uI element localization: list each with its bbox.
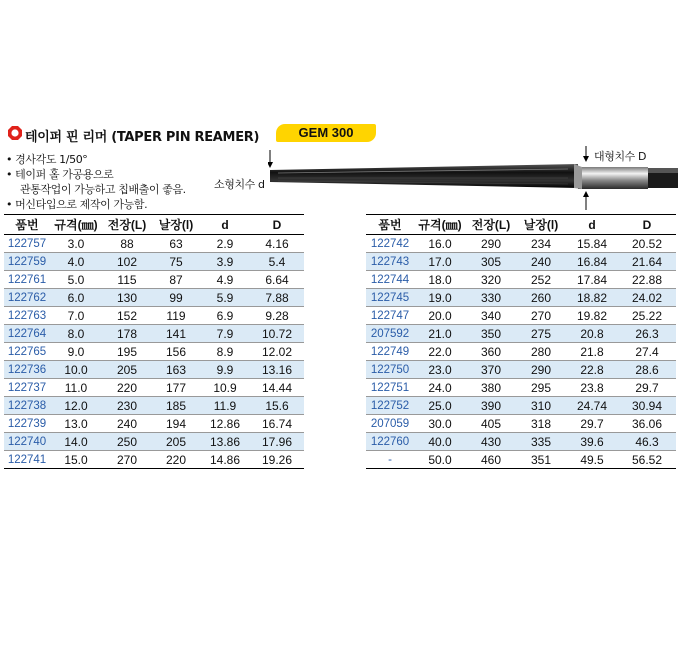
cell-large-diameter: 25.22 xyxy=(618,307,676,325)
cell-large-diameter: 4.16 xyxy=(250,235,304,253)
cell-large-diameter: 6.64 xyxy=(250,271,304,289)
cell-large-diameter: 27.4 xyxy=(618,343,676,361)
table-row xyxy=(366,235,676,253)
cell-part-number: 122747 xyxy=(366,307,414,325)
cell-part-number: 122763 xyxy=(4,307,50,325)
table-row xyxy=(366,415,676,433)
cell-part-number: 122750 xyxy=(366,361,414,379)
cell-small-diameter: 21.8 xyxy=(566,343,618,361)
model-badge: GEM 300 xyxy=(276,124,376,142)
table-row xyxy=(366,451,676,469)
cell-part-number: 122751 xyxy=(366,379,414,397)
cell-overall-length: 290 xyxy=(466,235,516,253)
column-header-large-diameter: D xyxy=(250,215,304,235)
cell-part-number: 122752 xyxy=(366,397,414,415)
cell-size: 19.0 xyxy=(414,289,466,307)
cell-large-diameter: 46.3 xyxy=(618,433,676,451)
table-row xyxy=(366,253,676,271)
table-row xyxy=(4,271,304,289)
cell-small-diameter: 20.8 xyxy=(566,325,618,343)
cell-overall-length: 152 xyxy=(102,307,152,325)
cell-flute-length: 252 xyxy=(516,271,566,289)
cell-small-diameter: 23.8 xyxy=(566,379,618,397)
cell-overall-length: 320 xyxy=(466,271,516,289)
cell-overall-length: 430 xyxy=(466,433,516,451)
cell-flute-length: 335 xyxy=(516,433,566,451)
cell-flute-length: 63 xyxy=(152,235,200,253)
cell-flute-length: 260 xyxy=(516,289,566,307)
table-row xyxy=(4,415,304,433)
cell-part-number: 207059 xyxy=(366,415,414,433)
cell-part-number: - xyxy=(366,451,414,469)
cell-size: 40.0 xyxy=(414,433,466,451)
cell-overall-length: 205 xyxy=(102,361,152,379)
page-title: 테이퍼 핀 리머 (TAPER PIN REAMER) xyxy=(25,130,260,145)
column-header-size: 규격(㎜) xyxy=(50,215,102,235)
reamer-body xyxy=(270,164,578,188)
cell-large-diameter: 22.88 xyxy=(618,271,676,289)
cell-overall-length: 240 xyxy=(102,415,152,433)
cell-flute-length: 234 xyxy=(516,235,566,253)
cell-part-number: 122760 xyxy=(366,433,414,451)
cell-flute-length: 99 xyxy=(152,289,200,307)
table-row xyxy=(4,307,304,325)
cell-overall-length: 230 xyxy=(102,397,152,415)
red-octagon-logo-icon xyxy=(8,126,22,140)
feature-note: • 테이퍼 홀 가공용으로 xyxy=(6,168,114,181)
table-row xyxy=(366,379,676,397)
cell-overall-length: 330 xyxy=(466,289,516,307)
cell-overall-length: 340 xyxy=(466,307,516,325)
table-row xyxy=(4,451,304,469)
cell-part-number: 122738 xyxy=(4,397,50,415)
column-header-part-number: 품번 xyxy=(4,215,50,235)
cell-overall-length: 102 xyxy=(102,253,152,271)
cell-size: 10.0 xyxy=(50,361,102,379)
cell-small-diameter: 19.82 xyxy=(566,307,618,325)
cell-size: 23.0 xyxy=(414,361,466,379)
table-row xyxy=(366,397,676,415)
cell-part-number: 122737 xyxy=(4,379,50,397)
cell-overall-length: 270 xyxy=(102,451,152,469)
cell-large-diameter: 30.94 xyxy=(618,397,676,415)
cell-size: 7.0 xyxy=(50,307,102,325)
cell-overall-length: 370 xyxy=(466,361,516,379)
cell-part-number: 122749 xyxy=(366,343,414,361)
cell-large-diameter: 28.6 xyxy=(618,361,676,379)
cell-small-diameter: 6.9 xyxy=(200,307,250,325)
cell-small-diameter: 49.5 xyxy=(566,451,618,469)
table-row xyxy=(4,289,304,307)
cell-flute-length: 351 xyxy=(516,451,566,469)
cell-overall-length: 88 xyxy=(102,235,152,253)
cell-large-diameter: 26.3 xyxy=(618,325,676,343)
table-row xyxy=(366,271,676,289)
cell-size: 3.0 xyxy=(50,235,102,253)
cell-overall-length: 350 xyxy=(466,325,516,343)
cell-overall-length: 405 xyxy=(466,415,516,433)
cell-large-diameter: 5.4 xyxy=(250,253,304,271)
cell-overall-length: 390 xyxy=(466,397,516,415)
small-end-label: 소형치수 d xyxy=(214,178,265,191)
cell-large-diameter: 10.72 xyxy=(250,325,304,343)
cell-large-diameter: 13.16 xyxy=(250,361,304,379)
table-row xyxy=(4,397,304,415)
cell-size: 9.0 xyxy=(50,343,102,361)
reamer-shank xyxy=(578,167,648,189)
cell-part-number: 122759 xyxy=(4,253,50,271)
cell-part-number: 122745 xyxy=(366,289,414,307)
cell-large-diameter: 9.28 xyxy=(250,307,304,325)
cell-small-diameter: 9.9 xyxy=(200,361,250,379)
cell-small-diameter: 18.82 xyxy=(566,289,618,307)
cell-small-diameter: 29.7 xyxy=(566,415,618,433)
cell-large-diameter: 24.02 xyxy=(618,289,676,307)
cell-flute-length: 185 xyxy=(152,397,200,415)
cell-part-number: 122739 xyxy=(4,415,50,433)
cell-small-diameter: 13.86 xyxy=(200,433,250,451)
cell-part-number: 122757 xyxy=(4,235,50,253)
cell-large-diameter: 7.88 xyxy=(250,289,304,307)
table-row xyxy=(366,325,676,343)
table-row xyxy=(366,433,676,451)
cell-large-diameter: 21.64 xyxy=(618,253,676,271)
cell-large-diameter: 20.52 xyxy=(618,235,676,253)
cell-large-diameter: 29.7 xyxy=(618,379,676,397)
cell-size: 5.0 xyxy=(50,271,102,289)
cell-small-diameter: 10.9 xyxy=(200,379,250,397)
cell-small-diameter: 39.6 xyxy=(566,433,618,451)
cell-large-diameter: 36.06 xyxy=(618,415,676,433)
cell-overall-length: 360 xyxy=(466,343,516,361)
cell-size: 4.0 xyxy=(50,253,102,271)
cell-part-number: 122765 xyxy=(4,343,50,361)
table-row xyxy=(366,361,676,379)
cell-small-diameter: 16.84 xyxy=(566,253,618,271)
cell-size: 30.0 xyxy=(414,415,466,433)
cell-flute-length: 310 xyxy=(516,397,566,415)
table-row xyxy=(4,235,304,253)
column-header-large-diameter: D xyxy=(618,215,676,235)
cell-large-diameter: 16.74 xyxy=(250,415,304,433)
table-row xyxy=(4,361,304,379)
cell-overall-length: 250 xyxy=(102,433,152,451)
cell-small-diameter: 12.86 xyxy=(200,415,250,433)
cell-size: 24.0 xyxy=(414,379,466,397)
cell-size: 21.0 xyxy=(414,325,466,343)
cell-flute-length: 141 xyxy=(152,325,200,343)
cell-small-diameter: 5.9 xyxy=(200,289,250,307)
table-row xyxy=(4,343,304,361)
cell-small-diameter: 8.9 xyxy=(200,343,250,361)
cell-size: 16.0 xyxy=(414,235,466,253)
cell-flute-length: 87 xyxy=(152,271,200,289)
cell-part-number: 122761 xyxy=(4,271,50,289)
cell-small-diameter: 14.86 xyxy=(200,451,250,469)
cell-size: 14.0 xyxy=(50,433,102,451)
cell-flute-length: 194 xyxy=(152,415,200,433)
cell-flute-length: 270 xyxy=(516,307,566,325)
cell-flute-length: 205 xyxy=(152,433,200,451)
table-header-row xyxy=(4,215,304,235)
cell-large-diameter: 56.52 xyxy=(618,451,676,469)
cell-part-number: 122742 xyxy=(366,235,414,253)
cell-flute-length: 275 xyxy=(516,325,566,343)
cell-large-diameter: 19.26 xyxy=(250,451,304,469)
feature-note: 관통작업이 가능하고 칩배출이 좋음. xyxy=(20,183,186,196)
cell-small-diameter: 4.9 xyxy=(200,271,250,289)
cell-size: 13.0 xyxy=(50,415,102,433)
cell-large-diameter: 17.96 xyxy=(250,433,304,451)
large-end-label: 대형치수 D xyxy=(594,150,647,163)
cell-small-diameter: 3.9 xyxy=(200,253,250,271)
cell-size: 20.0 xyxy=(414,307,466,325)
cell-small-diameter: 15.84 xyxy=(566,235,618,253)
feature-note: • 머신타입으로 제작이 가능함. xyxy=(6,198,148,211)
cell-size: 11.0 xyxy=(50,379,102,397)
column-header-size: 규격(㎜) xyxy=(414,215,466,235)
cell-overall-length: 178 xyxy=(102,325,152,343)
cell-large-diameter: 14.44 xyxy=(250,379,304,397)
cell-part-number: 122762 xyxy=(4,289,50,307)
cell-small-diameter: 2.9 xyxy=(200,235,250,253)
cell-size: 50.0 xyxy=(414,451,466,469)
cell-flute-length: 290 xyxy=(516,361,566,379)
cell-flute-length: 220 xyxy=(152,451,200,469)
cell-small-diameter: 17.84 xyxy=(566,271,618,289)
cell-flute-length: 177 xyxy=(152,379,200,397)
table-row xyxy=(4,253,304,271)
cell-flute-length: 156 xyxy=(152,343,200,361)
cell-part-number: 122736 xyxy=(4,361,50,379)
column-header-flute-length: 날장(l) xyxy=(152,215,200,235)
cell-flute-length: 280 xyxy=(516,343,566,361)
spec-table-left xyxy=(4,214,304,469)
column-header-part-number: 품번 xyxy=(366,215,414,235)
cell-overall-length: 460 xyxy=(466,451,516,469)
spec-table-right xyxy=(366,214,676,469)
cell-overall-length: 220 xyxy=(102,379,152,397)
cell-small-diameter: 7.9 xyxy=(200,325,250,343)
column-header-small-diameter: d xyxy=(200,215,250,235)
cell-overall-length: 115 xyxy=(102,271,152,289)
cell-large-diameter: 12.02 xyxy=(250,343,304,361)
table-row xyxy=(4,325,304,343)
cell-overall-length: 305 xyxy=(466,253,516,271)
cell-part-number: 122743 xyxy=(366,253,414,271)
cell-part-number: 207592 xyxy=(366,325,414,343)
column-header-small-diameter: d xyxy=(566,215,618,235)
cell-overall-length: 195 xyxy=(102,343,152,361)
cell-flute-length: 318 xyxy=(516,415,566,433)
column-header-flute-length: 날장(l) xyxy=(516,215,566,235)
cell-part-number: 122740 xyxy=(4,433,50,451)
table-row xyxy=(366,343,676,361)
table-header-row xyxy=(366,215,676,235)
cell-size: 15.0 xyxy=(50,451,102,469)
cell-part-number: 122741 xyxy=(4,451,50,469)
table-row xyxy=(4,433,304,451)
cell-size: 25.0 xyxy=(414,397,466,415)
cell-large-diameter: 15.6 xyxy=(250,397,304,415)
cell-flute-length: 75 xyxy=(152,253,200,271)
table-row xyxy=(4,379,304,397)
cell-small-diameter: 22.8 xyxy=(566,361,618,379)
table-row xyxy=(366,307,676,325)
cell-overall-length: 380 xyxy=(466,379,516,397)
cell-flute-length: 163 xyxy=(152,361,200,379)
cell-flute-length: 119 xyxy=(152,307,200,325)
cell-part-number: 122764 xyxy=(4,325,50,343)
column-header-overall-length: 전장(L) xyxy=(102,215,152,235)
cell-size: 17.0 xyxy=(414,253,466,271)
cell-flute-length: 240 xyxy=(516,253,566,271)
cell-size: 12.0 xyxy=(50,397,102,415)
cell-size: 6.0 xyxy=(50,289,102,307)
cell-size: 8.0 xyxy=(50,325,102,343)
cell-small-diameter: 11.9 xyxy=(200,397,250,415)
cell-overall-length: 130 xyxy=(102,289,152,307)
cell-part-number: 122744 xyxy=(366,271,414,289)
feature-note: • 경사각도 1/50° xyxy=(6,153,88,166)
cell-size: 18.0 xyxy=(414,271,466,289)
cell-flute-length: 295 xyxy=(516,379,566,397)
table-row xyxy=(366,289,676,307)
cell-size: 22.0 xyxy=(414,343,466,361)
column-header-overall-length: 전장(L) xyxy=(466,215,516,235)
cell-small-diameter: 24.74 xyxy=(566,397,618,415)
